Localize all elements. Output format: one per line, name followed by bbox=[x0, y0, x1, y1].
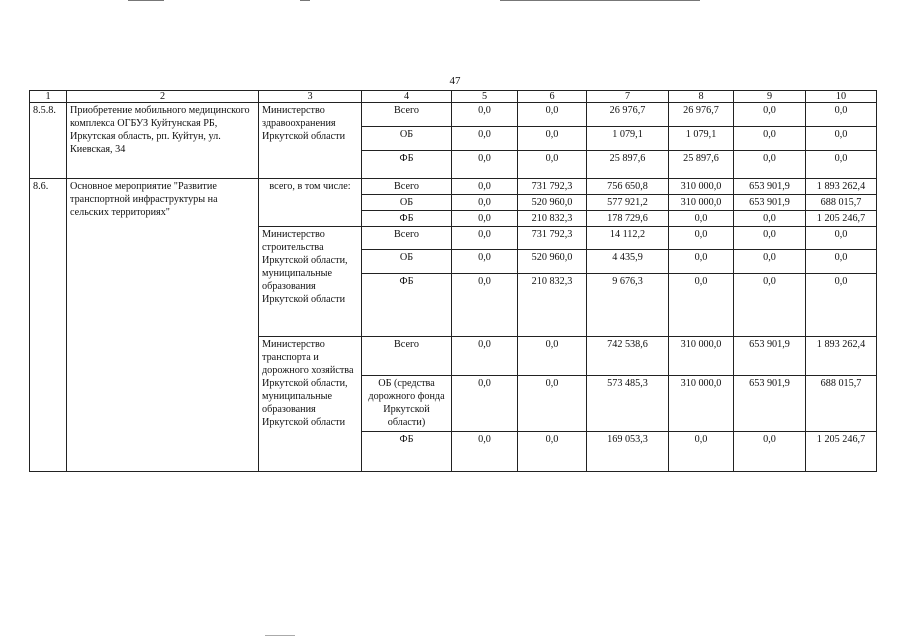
value-cell: 653 901,9 bbox=[734, 195, 806, 211]
value-cell: 0,0 bbox=[452, 211, 518, 227]
value-cell: 0,0 bbox=[518, 151, 587, 179]
budget-table bbox=[29, 90, 877, 472]
value-cell: 0,0 bbox=[806, 103, 877, 127]
value-cell: 0,0 bbox=[518, 432, 587, 472]
value-cell: 0,0 bbox=[734, 151, 806, 179]
value-cell: 0,0 bbox=[806, 227, 877, 250]
value-cell: 0,0 bbox=[734, 103, 806, 127]
value-cell: 731 792,3 bbox=[518, 227, 587, 250]
value-cell: 0,0 bbox=[734, 227, 806, 250]
activity-name: Приобретение мобильного медицинского комплекса ОГБУЗ Куйтунская РБ, Иркутская область, рп. Куйтун, ул. Киевская, 34 bbox=[67, 103, 259, 179]
table-row bbox=[30, 103, 877, 127]
scan-artifact-bottom bbox=[265, 635, 295, 636]
value-cell: 0,0 bbox=[806, 151, 877, 179]
executor: Министерство здравоохранения Иркутской области bbox=[259, 103, 362, 179]
funding-source: ОБ bbox=[362, 127, 452, 151]
value-cell: 0,0 bbox=[806, 274, 877, 337]
funding-source: ФБ bbox=[362, 432, 452, 472]
value-cell: 0,0 bbox=[734, 127, 806, 151]
value-cell: 0,0 bbox=[452, 151, 518, 179]
value-cell: 4 435,9 bbox=[587, 250, 669, 274]
scan-artifact-top-right bbox=[500, 0, 700, 1]
header-cell: 6 bbox=[518, 91, 587, 103]
value-cell: 520 960,0 bbox=[518, 250, 587, 274]
value-cell: 0,0 bbox=[669, 274, 734, 337]
value-cell: 178 729,6 bbox=[587, 211, 669, 227]
value-cell: 0,0 bbox=[452, 179, 518, 195]
activity-name: Основное мероприятие "Развитие транспортной инфраструктуры на сельских территориях" bbox=[67, 179, 259, 472]
funding-source: ОБ bbox=[362, 250, 452, 274]
value-cell: 0,0 bbox=[518, 337, 587, 376]
funding-source: ФБ bbox=[362, 151, 452, 179]
value-cell: 310 000,0 bbox=[669, 195, 734, 211]
value-cell: 0,0 bbox=[452, 432, 518, 472]
funding-source: ФБ bbox=[362, 211, 452, 227]
value-cell: 577 921,2 bbox=[587, 195, 669, 211]
value-cell: 573 485,3 bbox=[587, 376, 669, 432]
value-cell: 0,0 bbox=[734, 432, 806, 472]
value-cell: 310 000,0 bbox=[669, 376, 734, 432]
scan-artifact-top-left bbox=[128, 0, 164, 1]
value-cell: 0,0 bbox=[669, 250, 734, 274]
value-cell: 688 015,7 bbox=[806, 376, 877, 432]
row-number: 8.5.8. bbox=[30, 103, 67, 179]
value-cell: 14 112,2 bbox=[587, 227, 669, 250]
value-cell: 0,0 bbox=[518, 376, 587, 432]
funding-source: Всего bbox=[362, 227, 452, 250]
value-cell: 0,0 bbox=[806, 250, 877, 274]
executor: Министерство транспорта и дорожного хозяйства Иркутской области, муниципальные образования Иркутской области bbox=[259, 337, 362, 472]
scan-artifact-top-center bbox=[300, 0, 310, 1]
value-cell: 1 079,1 bbox=[587, 127, 669, 151]
row-number: 8.6. bbox=[30, 179, 67, 472]
value-cell: 9 676,3 bbox=[587, 274, 669, 337]
value-cell: 0,0 bbox=[452, 195, 518, 211]
value-cell: 0,0 bbox=[669, 432, 734, 472]
funding-source: ФБ bbox=[362, 274, 452, 337]
value-cell: 210 832,3 bbox=[518, 211, 587, 227]
header-cell: 5 bbox=[452, 91, 518, 103]
value-cell: 0,0 bbox=[452, 250, 518, 274]
value-cell: 0,0 bbox=[669, 211, 734, 227]
value-cell: 0,0 bbox=[452, 376, 518, 432]
value-cell: 0,0 bbox=[452, 103, 518, 127]
header-cell: 1 bbox=[30, 91, 67, 103]
value-cell: 0,0 bbox=[452, 337, 518, 376]
value-cell: 653 901,9 bbox=[734, 179, 806, 195]
value-cell: 169 053,3 bbox=[587, 432, 669, 472]
executor: Министерство строительства Иркутской области, муниципальные образования Иркутской области bbox=[259, 227, 362, 337]
executor: всего, в том числе: bbox=[259, 179, 362, 227]
value-cell: 26 976,7 bbox=[587, 103, 669, 127]
header-cell: 10 bbox=[806, 91, 877, 103]
value-cell: 0,0 bbox=[669, 227, 734, 250]
funding-source: Всего bbox=[362, 103, 452, 127]
value-cell: 310 000,0 bbox=[669, 179, 734, 195]
value-cell: 653 901,9 bbox=[734, 376, 806, 432]
value-cell: 26 976,7 bbox=[669, 103, 734, 127]
funding-source: ОБ (средства дорожного фонда Иркутской области) bbox=[362, 376, 452, 432]
value-cell: 310 000,0 bbox=[669, 337, 734, 376]
value-cell: 0,0 bbox=[452, 127, 518, 151]
value-cell: 210 832,3 bbox=[518, 274, 587, 337]
value-cell: 688 015,7 bbox=[806, 195, 877, 211]
value-cell: 1 079,1 bbox=[669, 127, 734, 151]
value-cell: 0,0 bbox=[734, 274, 806, 337]
value-cell: 520 960,0 bbox=[518, 195, 587, 211]
value-cell: 1 893 262,4 bbox=[806, 179, 877, 195]
value-cell: 1 205 246,7 bbox=[806, 432, 877, 472]
header-cell: 4 bbox=[362, 91, 452, 103]
value-cell: 1 893 262,4 bbox=[806, 337, 877, 376]
header-cell: 2 bbox=[67, 91, 259, 103]
value-cell: 756 650,8 bbox=[587, 179, 669, 195]
value-cell: 0,0 bbox=[734, 250, 806, 274]
value-cell: 0,0 bbox=[518, 127, 587, 151]
funding-source: Всего bbox=[362, 337, 452, 376]
funding-source: ОБ bbox=[362, 195, 452, 211]
value-cell: 25 897,6 bbox=[587, 151, 669, 179]
value-cell: 653 901,9 bbox=[734, 337, 806, 376]
value-cell: 0,0 bbox=[806, 127, 877, 151]
value-cell: 0,0 bbox=[734, 211, 806, 227]
value-cell: 0,0 bbox=[452, 274, 518, 337]
funding-source: Всего bbox=[362, 179, 452, 195]
header-cell: 8 bbox=[669, 91, 734, 103]
value-cell: 742 538,6 bbox=[587, 337, 669, 376]
value-cell: 0,0 bbox=[518, 103, 587, 127]
table-row bbox=[30, 179, 877, 195]
header-row bbox=[30, 91, 877, 103]
value-cell: 731 792,3 bbox=[518, 179, 587, 195]
header-cell: 7 bbox=[587, 91, 669, 103]
page-number: 47 bbox=[449, 75, 461, 87]
value-cell: 1 205 246,7 bbox=[806, 211, 877, 227]
header-cell: 9 bbox=[734, 91, 806, 103]
value-cell: 0,0 bbox=[452, 227, 518, 250]
header-cell: 3 bbox=[259, 91, 362, 103]
value-cell: 25 897,6 bbox=[669, 151, 734, 179]
